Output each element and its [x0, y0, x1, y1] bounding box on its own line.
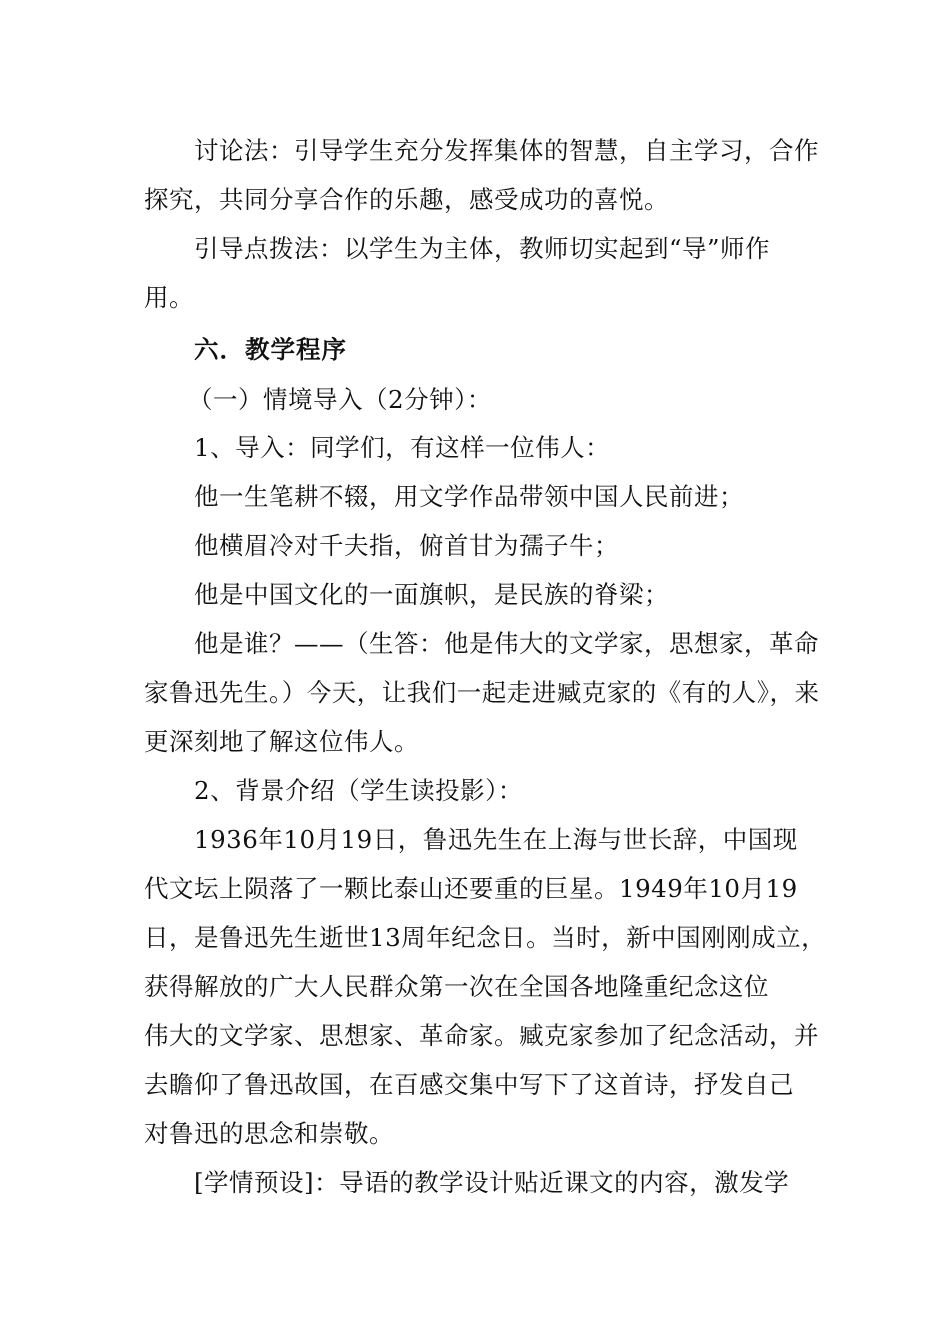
paragraph-line: 更深刻地了解这位伟人。	[144, 727, 419, 756]
paragraph-line: 家鲁迅先生。）今天，让我们一起走进臧克家的《有的人》，来	[144, 678, 820, 707]
paragraph-line: 日，是鲁迅先生逝世13周年纪念日。当时，新中国刚刚成立，	[144, 923, 827, 952]
paragraph-line: 引导点拨法：以学生为主体，教师切实起到“导”师作	[194, 234, 771, 263]
paragraph-line: 去瞻仰了鲁迅故国，在百感交集中写下了这首诗，抒发自己	[144, 1070, 794, 1099]
paragraph-line: 他一生笔耕不辍，用文学作品带领中国人民前进；	[194, 482, 744, 511]
subsection-heading: （一）情境导入（2分钟）：	[188, 385, 492, 414]
paragraph-line: 伟大的文学家、思想家、革命家。臧克家参加了纪念活动，并	[144, 1021, 819, 1050]
section-heading: 六．教学程序	[194, 335, 347, 364]
paragraph-line: 1、导入：同学们，有这样一位伟人：	[194, 433, 611, 462]
paragraph-line: [学情预设]：导语的教学设计贴近课文的内容，激发学	[194, 1168, 790, 1197]
paragraph-line: 讨论法：引导学生充分发挥集体的智慧，自主学习，合作	[194, 136, 819, 165]
paragraph-line: 获得解放的广大人民群众第一次在全国各地隆重纪念这位	[144, 972, 769, 1001]
paragraph-line: 他是中国文化的一面旗帜，是民族的脊梁；	[194, 580, 669, 609]
paragraph-line: 用。	[144, 283, 194, 312]
paragraph-line: 1936年10月19日，鲁迅先生在上海与世长辞，中国现	[194, 825, 798, 854]
paragraph-line: 2、背景介绍（学生读投影）：	[194, 776, 523, 805]
document-body	[144, 126, 827, 1207]
paragraph-line: 他是谁？——（生答：他是伟大的文学家，思想家，革命	[194, 629, 819, 658]
paragraph-line: 对鲁迅的思念和崇敬。	[144, 1119, 394, 1148]
paragraph-line: 探究，共同分享合作的乐趣，感受成功的喜悦。	[144, 185, 669, 214]
paragraph-line: 代文坛上陨落了一颗比泰山还要重的巨星。1949年10月19	[144, 874, 798, 903]
paragraph-line: 他横眉冷对千夫指，俯首甘为孺子牛；	[194, 531, 619, 560]
